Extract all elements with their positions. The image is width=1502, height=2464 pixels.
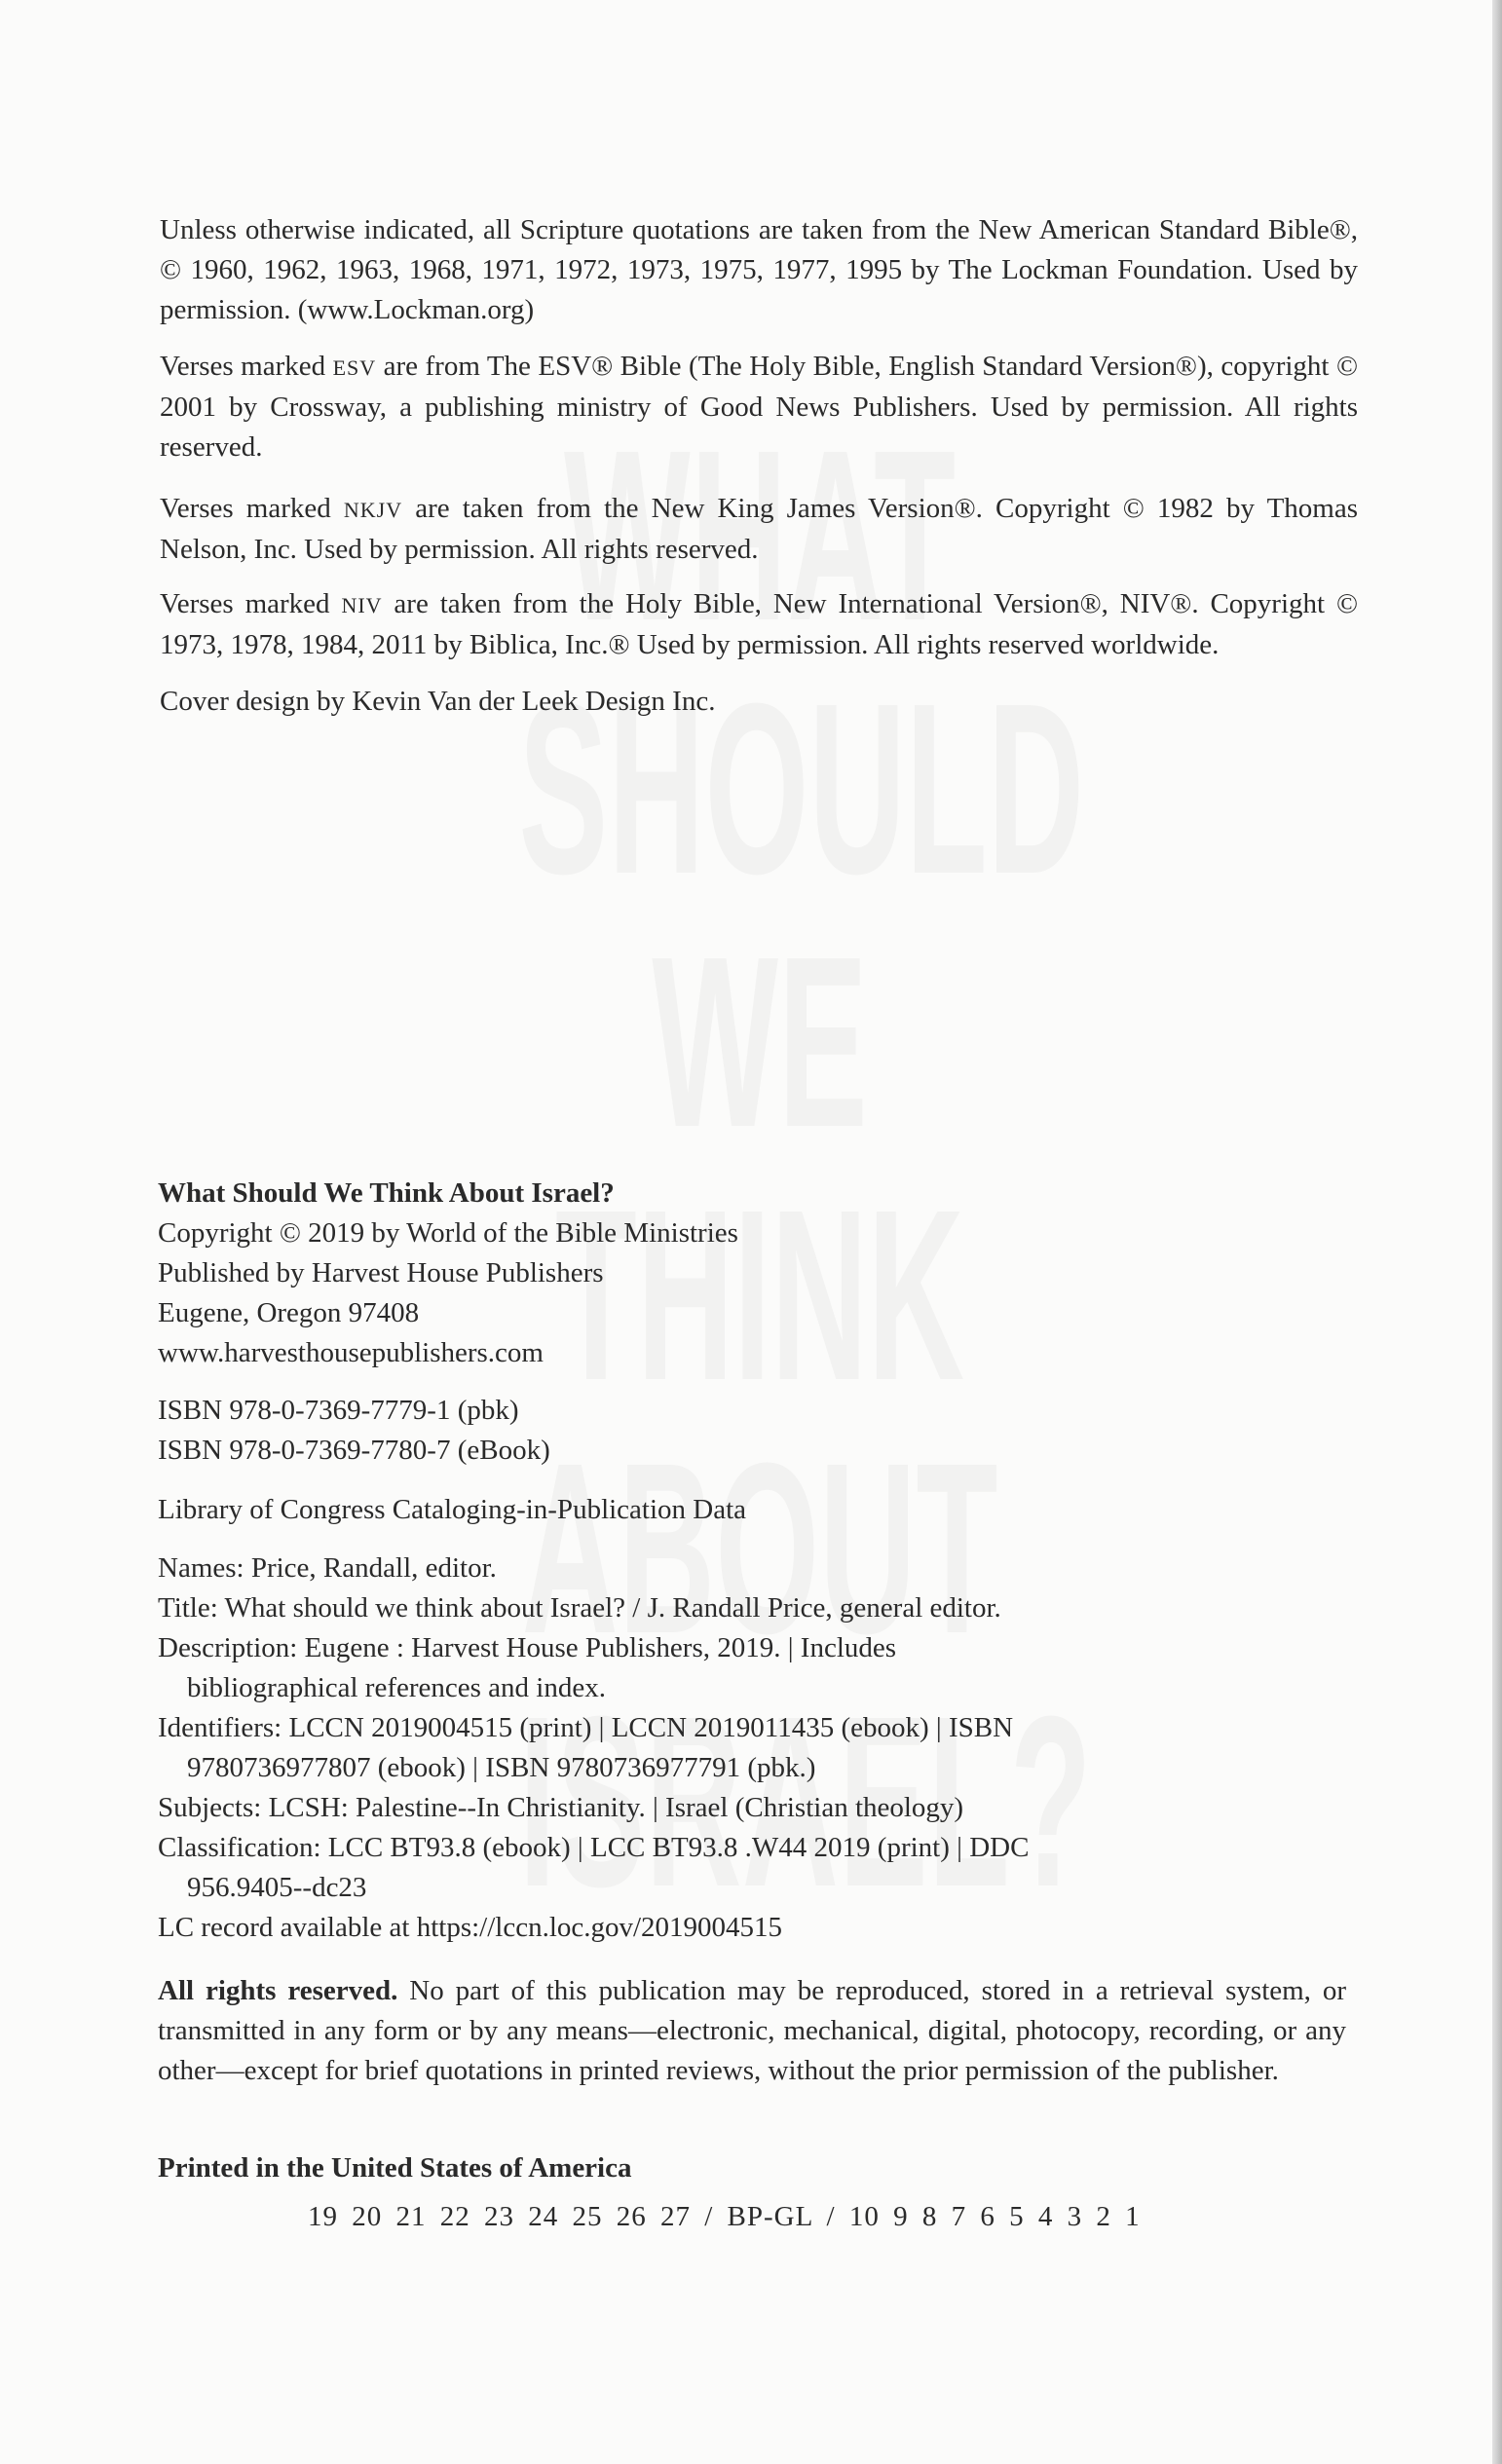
cip-heading: Library of Congress Cataloging-in-Publication Data xyxy=(158,1494,747,1525)
cip-line: Description: Eugene : Harvest House Publishers, 2019. | Includes xyxy=(158,1632,897,1663)
cip-line: Subjects: LCSH: Palestine--In Christianity. | Israel (Christian theology) xyxy=(158,1792,964,1823)
copyright-line: Copyright © 2019 by World of the Bible Ministries xyxy=(158,1217,738,1249)
permission-niv xyxy=(160,584,1358,665)
permission-nkjv xyxy=(160,489,1358,570)
cip-line: Identifiers: LCCN 2019004515 (print) | LCCN 2019011435 (ebook) | ISBN xyxy=(158,1712,1014,1743)
printed-in-usa: Printed in the United States of America xyxy=(158,2152,632,2184)
isbn-ebook: ISBN 978-0-7369-7780-7 (eBook) xyxy=(158,1435,550,1466)
page-edge-shadow xyxy=(1492,0,1502,2464)
cip-line: Title: What should we think about Israel? / J. Randall Price, general editor. xyxy=(158,1592,1001,1624)
version-abbreviation: NIV xyxy=(341,593,383,617)
cover-design-credit xyxy=(160,682,1358,722)
location-line: Eugene, Oregon 97408 xyxy=(158,1297,420,1328)
version-abbreviation: ESV xyxy=(332,355,377,380)
permission-text: Unless otherwise indicated, all Scripture quotations are taken from the New American Standard Bible®, © 1960, 1962, 1963, 1968, 1971, 1972, 1973, 1975, 1977, 1995 by The Lockman Foundation. Used by permission. (www.Lockman.org) xyxy=(160,214,1358,325)
cip-line: Names: Price, Randall, editor. xyxy=(158,1552,497,1584)
permission-esv xyxy=(160,347,1358,467)
permission-nasb xyxy=(160,210,1358,330)
permission-text: are taken from the New King James Version®. Copyright © 1982 by Thomas Nelson, Inc. Used by permission. All rights reserved. xyxy=(160,493,1358,565)
cip-line: 9780736977807 (ebook) | ISBN 9780736977791 (pbk.) xyxy=(187,1752,816,1783)
permission-text: Verses marked xyxy=(160,493,344,524)
cip-line: Classification: LCC BT93.8 (ebook) | LCC BT93.8 .W44 2019 (print) | DDC xyxy=(158,1832,1030,1863)
rights-bold-lead: All rights reserved. xyxy=(158,1975,398,2006)
rights-text: No part of this publication may be reproduced, stored in a retrieval system, or transmitted in any form or by any means—electronic, mechanical, digital, photocopy, recording, or any other—except for brief quotations in printed reviews, without the prior permission of the publisher. xyxy=(158,1975,1346,2086)
publisher-line: Published by Harvest House Publishers xyxy=(158,1257,604,1288)
permission-text: are taken from the Holy Bible, New International Version®, NIV®. Copyright © 1973, 1978, 1984, 2011 by Biblica, Inc.® Used by permission. All rights reserved worldwide. xyxy=(160,588,1358,660)
book-title: What Should We Think About Israel? xyxy=(158,1177,615,1209)
permission-text: are from The ESV® Bible (The Holy Bible, English Standard Version®), copyright © 2001 by Crossway, a publishing ministry of Good News Publishers. Used by permission. All rights reserved. xyxy=(160,351,1358,463)
isbn-pbk: ISBN 978-0-7369-7779-1 (pbk) xyxy=(158,1395,519,1426)
rights-statement xyxy=(158,1971,1346,2091)
cip-line: LC record available at https://lccn.loc.gov/2019004515 xyxy=(158,1912,783,1943)
permission-text: Verses marked xyxy=(160,588,342,619)
print-number-line: 19 20 21 22 23 24 25 26 27 / BP-GL / 10 9 8 7 6 5 4 3 2 1 xyxy=(308,2201,1141,2232)
cip-line: bibliographical references and index. xyxy=(187,1672,606,1703)
version-abbreviation: NKJV xyxy=(343,498,403,522)
website-line: www.harvesthousepublishers.com xyxy=(158,1337,544,1368)
permission-text: Cover design by Kevin Van der Leek Design Inc. xyxy=(160,686,716,717)
permission-text: Verses marked xyxy=(160,351,333,382)
cip-line: 956.9405--dc23 xyxy=(187,1872,367,1903)
